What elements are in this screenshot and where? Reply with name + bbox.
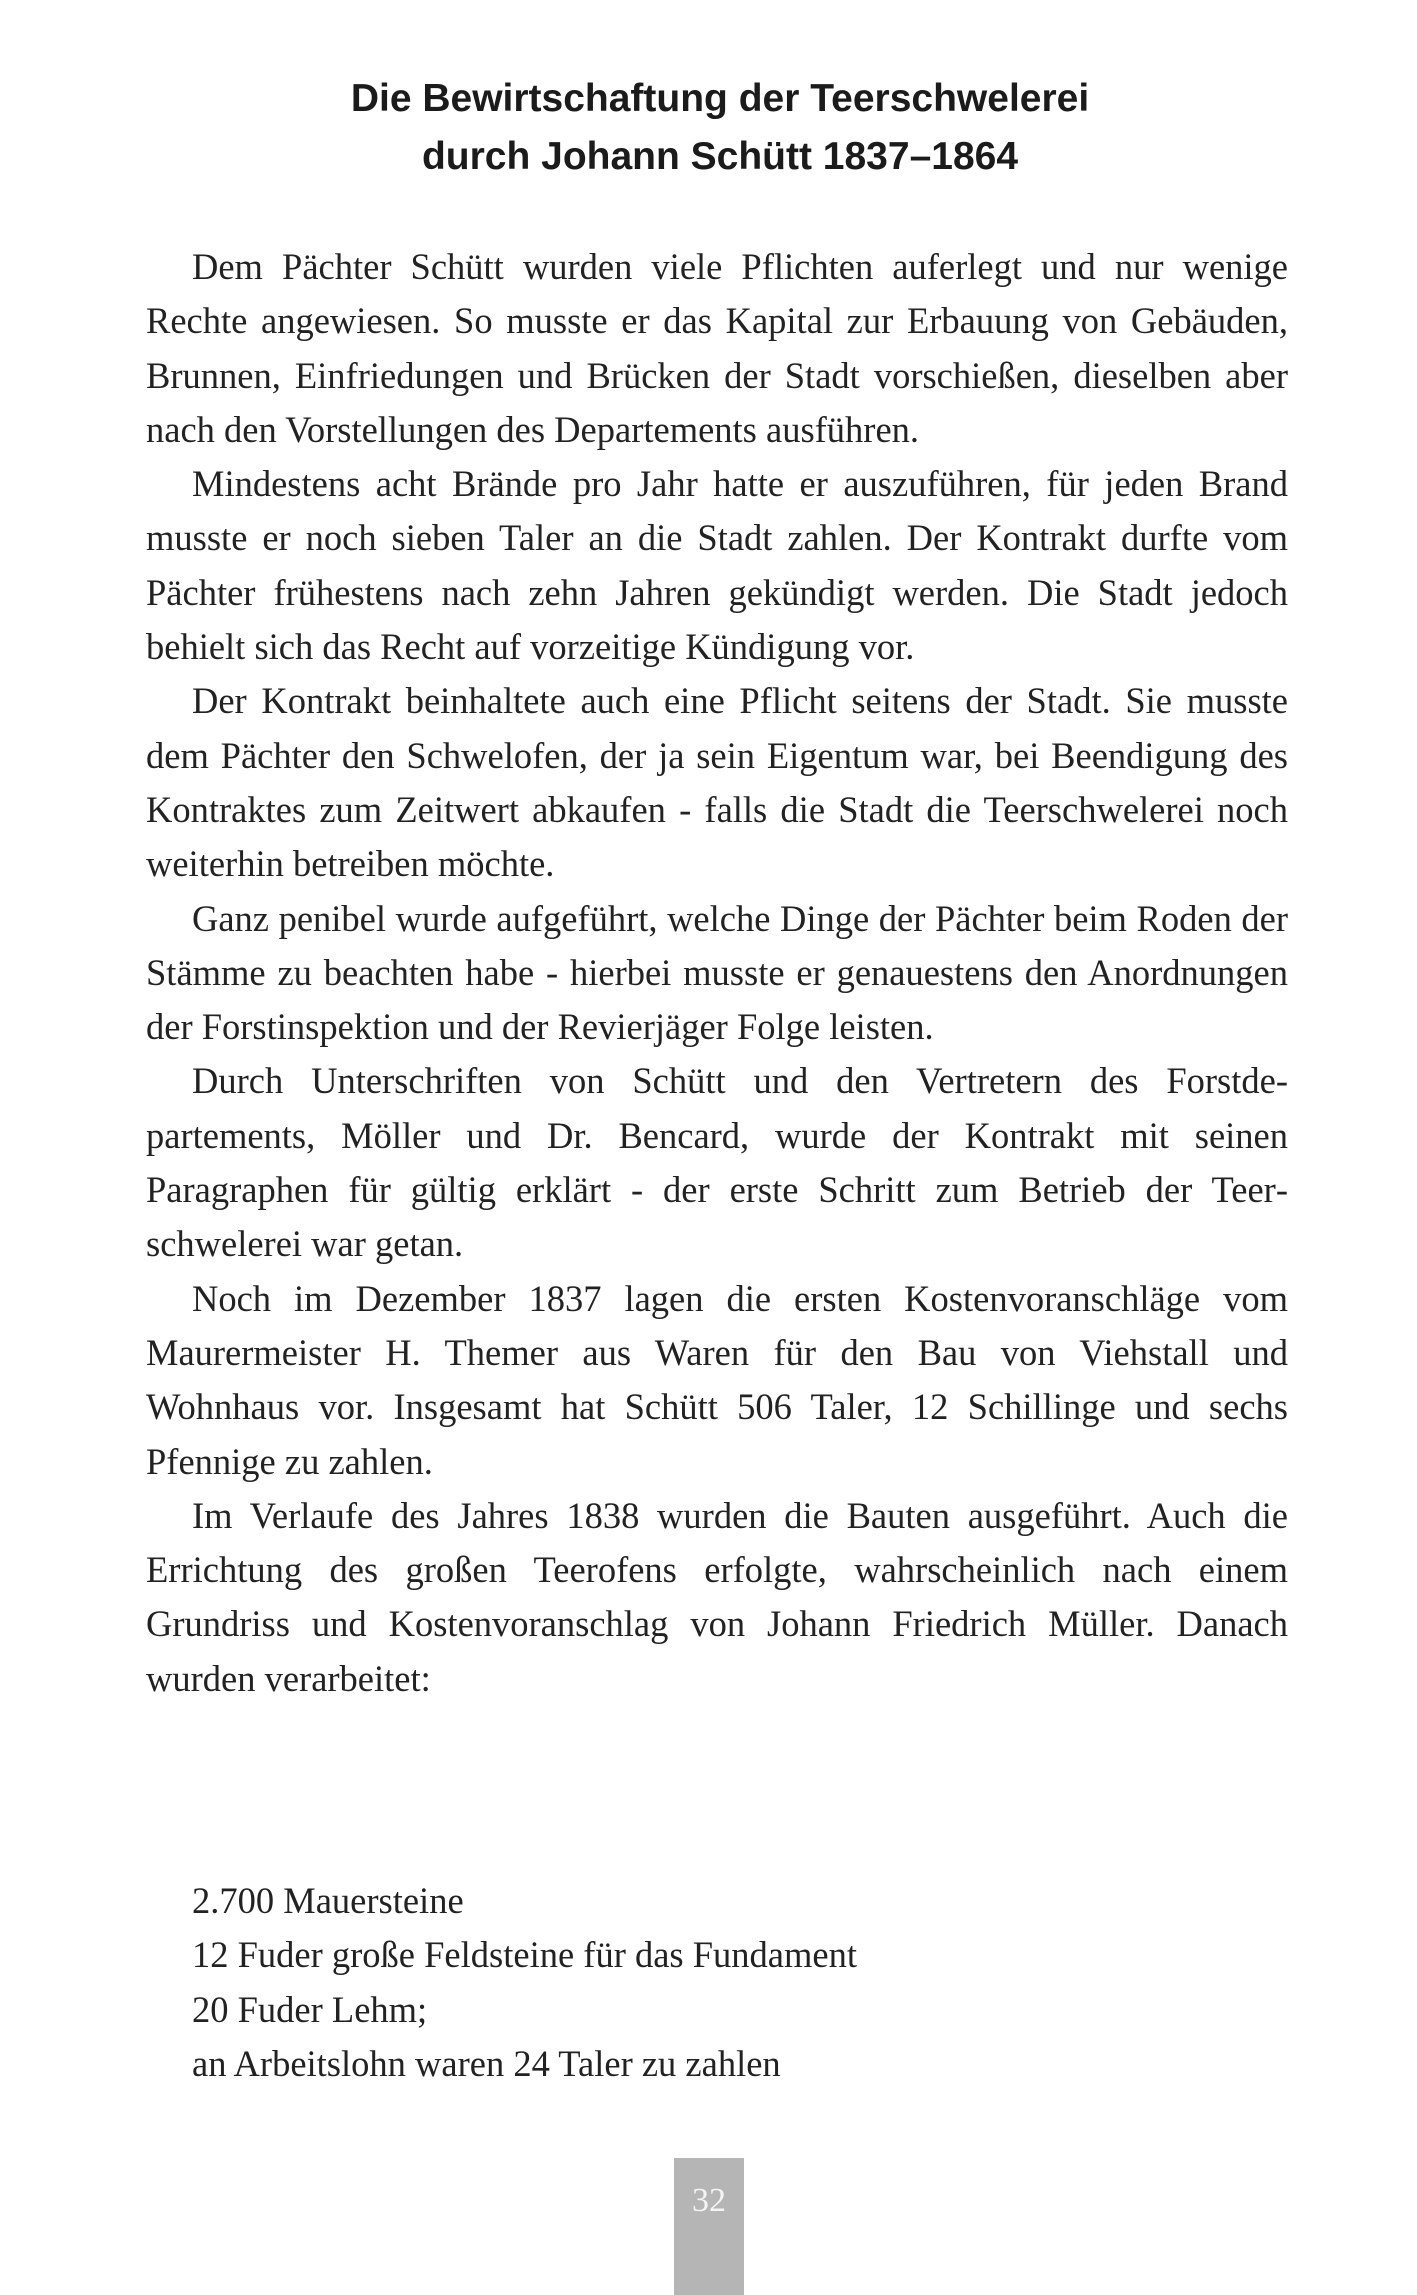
list-item: an Arbeitslohn waren 24 Taler zu zahlen xyxy=(192,2042,781,2084)
chapter-heading xyxy=(150,70,1290,186)
paragraph-7: Im Verlaufe des Jahres 1838 wurden die Bauten ausgeführt. Auch die Errichtung des großen Teerofens erfolgte, wahrscheinlich nach einem Grundriss und Kostenvoranschlag von Johann Friedrich Müller. Danach wurden verarbeitet: xyxy=(146,1494,1288,1699)
chapter-heading-line-1: Die Bewirtschaftung der Teerschwelerei xyxy=(350,77,1090,120)
materials-list xyxy=(192,1874,1242,2091)
paragraph-2: Mindestens acht Brände pro Jahr hatte er auszuführen, für jeden Brand musste er noch sieben Taler an die Stadt zahlen. Der Kontrakt durfte vom Pächter frühestens nach zehn Jahren gekündigt werden. Die Stadt jedoch behielt sich das Recht auf vorzeitige Kündigung vor. xyxy=(146,463,1288,668)
list-item: 20 Fuder Lehm; xyxy=(192,1988,428,2030)
paragraph-1: Dem Pächter Schütt wurden viele Pflichten auferlegt und nur wenige Rechte angewiesen. So musste er das Kapital zur Erbauung von Gebäuden, Brunnen, Einfriedungen und Brücken der Stadt vorschießen, dieselben aber nach den Vorstellungen des Departements ausführen. xyxy=(146,246,1288,450)
body-text xyxy=(146,240,1288,1706)
paragraph-4: Ganz penibel wurde aufgeführt, welche Dinge der Pächter beim Roden der Stämme zu beachten habe - hierbei musste er genauestens den Anordnungen der Forstinspektion und der Revierjäger Folge leisten. xyxy=(146,897,1288,1048)
paragraph-3: Der Kontrakt beinhaltete auch eine Pflicht seitens der Stadt. Sie musste dem Pächter den Schwelofen, der ja sein Eigentum war, bei Beendigung des Kontraktes zum Zeitwert abkaufen - falls die Stadt die Teerschwelerei noch weiterhin betreiben möchte. xyxy=(146,680,1288,885)
paragraph-5: Durch Unterschriften von Schütt und den Vertretern des Forstdepartements, Möller und Dr. Bencard, wurde der Kontrakt mit seinen Paragraphen für gültig erklärt - der erste Schritt zum Betrieb der Teerschwelerei war getan. xyxy=(146,1060,1288,1265)
chapter-heading-line-2: durch Johann Schütt 1837–1864 xyxy=(421,135,1019,178)
list-item: 12 Fuder große Feldsteine für das Fundament xyxy=(192,1934,857,1976)
list-item: 2.700 Mauersteine xyxy=(192,1880,464,1921)
paragraph-6: Noch im Dezember 1837 lagen die ersten Kostenvoranschläge vom Maurermeister H. Themer aus Waren für den Bau von Viehstall und Wohnhaus vor. Insgesamt hat Schütt 506 Taler, 12 Schillinge und sechs Pfennige zu zahlen. xyxy=(146,1277,1288,1482)
page-number: 32 xyxy=(674,2158,744,2295)
